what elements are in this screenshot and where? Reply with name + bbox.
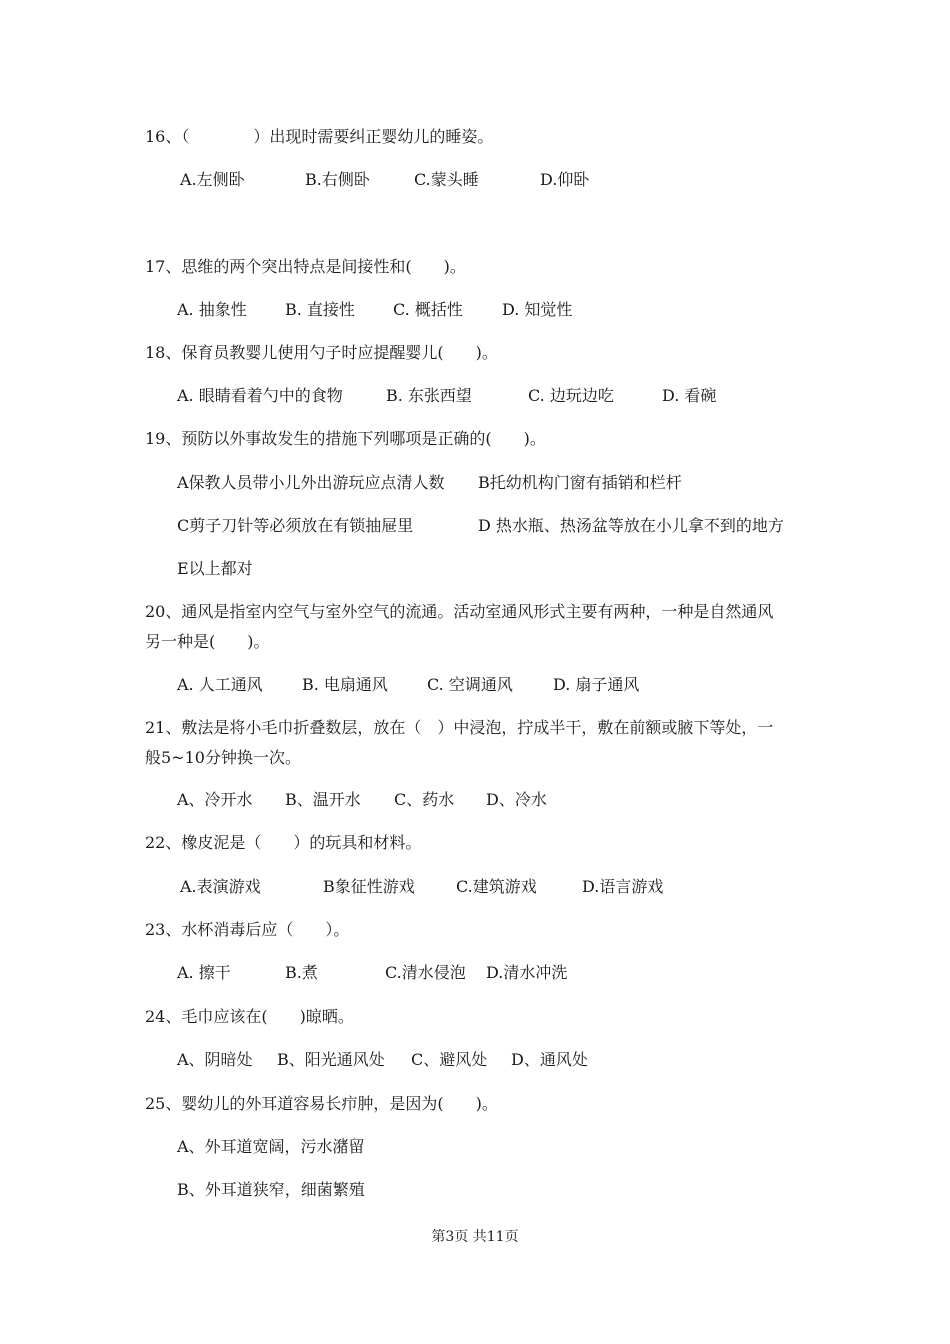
option: A.左侧卧 <box>180 170 245 189</box>
question-22-stem: 22、橡皮泥是（ ）的玩具和材料。 <box>145 833 422 852</box>
question-19-stem: 19、预防以外事故发生的措施下列哪项是正确的( )。 <box>145 429 546 448</box>
option: B托幼机构门窗有插销和栏杆 <box>478 473 682 492</box>
option: C. 概括性 <box>393 300 463 319</box>
option: A、阴暗处 <box>177 1050 253 1069</box>
option: A. 抽象性 <box>177 300 247 319</box>
question-16-stem: 16、（ ）出现时需要纠正婴幼儿的睡姿。 <box>145 127 494 146</box>
question-24-stem: 24、毛巾应该在( )晾晒。 <box>145 1007 354 1026</box>
question-20-stem-line1: 20、通风是指室内空气与室外空气的流通。活动室通风形式主要有两种，一种是自然通风 <box>145 602 774 621</box>
option: A. 眼睛看着勺中的食物 <box>177 386 343 405</box>
option: B. 直接性 <box>285 300 355 319</box>
option: B.右侧卧 <box>305 170 370 189</box>
option: C.蒙头睡 <box>414 170 479 189</box>
question-23-stem: 23、水杯消毒后应（ ）。 <box>145 920 350 939</box>
option: B.煮 <box>285 963 318 982</box>
question-25-option-b: B、外耳道狭窄，细菌繁殖 <box>177 1180 365 1199</box>
option: D 热水瓶、热汤盆等放在小儿拿不到的地方 <box>478 516 784 535</box>
option: D、通风处 <box>511 1050 588 1069</box>
page-number-footer: 第3页 共11页 <box>431 1229 519 1245</box>
option: B. 电扇通风 <box>302 675 388 694</box>
option: B象征性游戏 <box>323 877 415 896</box>
option: D. 知觉性 <box>502 300 573 319</box>
question-19-option-e: E以上都对 <box>177 559 253 578</box>
option: A. 人工通风 <box>177 675 263 694</box>
question-20-stem-line2: 另一种是( )。 <box>145 632 270 651</box>
option: C.建筑游戏 <box>456 877 537 896</box>
option: A. 擦干 <box>177 963 231 982</box>
question-21-stem-line2: 般5~10分钟换一次。 <box>145 748 301 767</box>
option: C. 空调通风 <box>427 675 513 694</box>
option: A.表演游戏 <box>180 877 261 896</box>
option: D、冷水 <box>486 790 547 809</box>
question-25-stem: 25、婴幼儿的外耳道容易长疖肿，是因为( )。 <box>145 1094 498 1113</box>
option: B. 东张西望 <box>386 386 472 405</box>
option: D.清水冲洗 <box>486 963 568 982</box>
option: A保教人员带小儿外出游玩应点清人数 <box>177 473 445 492</box>
question-17-stem: 17、思维的两个突出特点是间接性和( )。 <box>145 257 466 276</box>
option: C、避风处 <box>411 1050 488 1069</box>
question-18-stem: 18、保育员教婴儿使用勺子时应提醒婴儿( )。 <box>145 343 498 362</box>
option: D. 扇子通风 <box>553 675 640 694</box>
option: C剪子刀针等必须放在有锁抽屉里 <box>177 516 414 535</box>
option: D. 看碗 <box>662 386 717 405</box>
option: C.清水侵泡 <box>385 963 466 982</box>
option: B、温开水 <box>285 790 361 809</box>
option: D.语言游戏 <box>582 877 664 896</box>
question-25-option-a: A、外耳道宽阔，污水潴留 <box>177 1137 365 1156</box>
option: A、冷开水 <box>177 790 253 809</box>
option: C、药水 <box>394 790 455 809</box>
option: C. 边玩边吃 <box>528 386 614 405</box>
option: B、阳光通风处 <box>277 1050 385 1069</box>
question-21-stem-line1: 21、敷法是将小毛巾折叠数层，放在（ ）中浸泡，拧成半干，敷在前额或腋下等处，一 <box>145 718 774 737</box>
option: D.仰卧 <box>540 170 590 189</box>
